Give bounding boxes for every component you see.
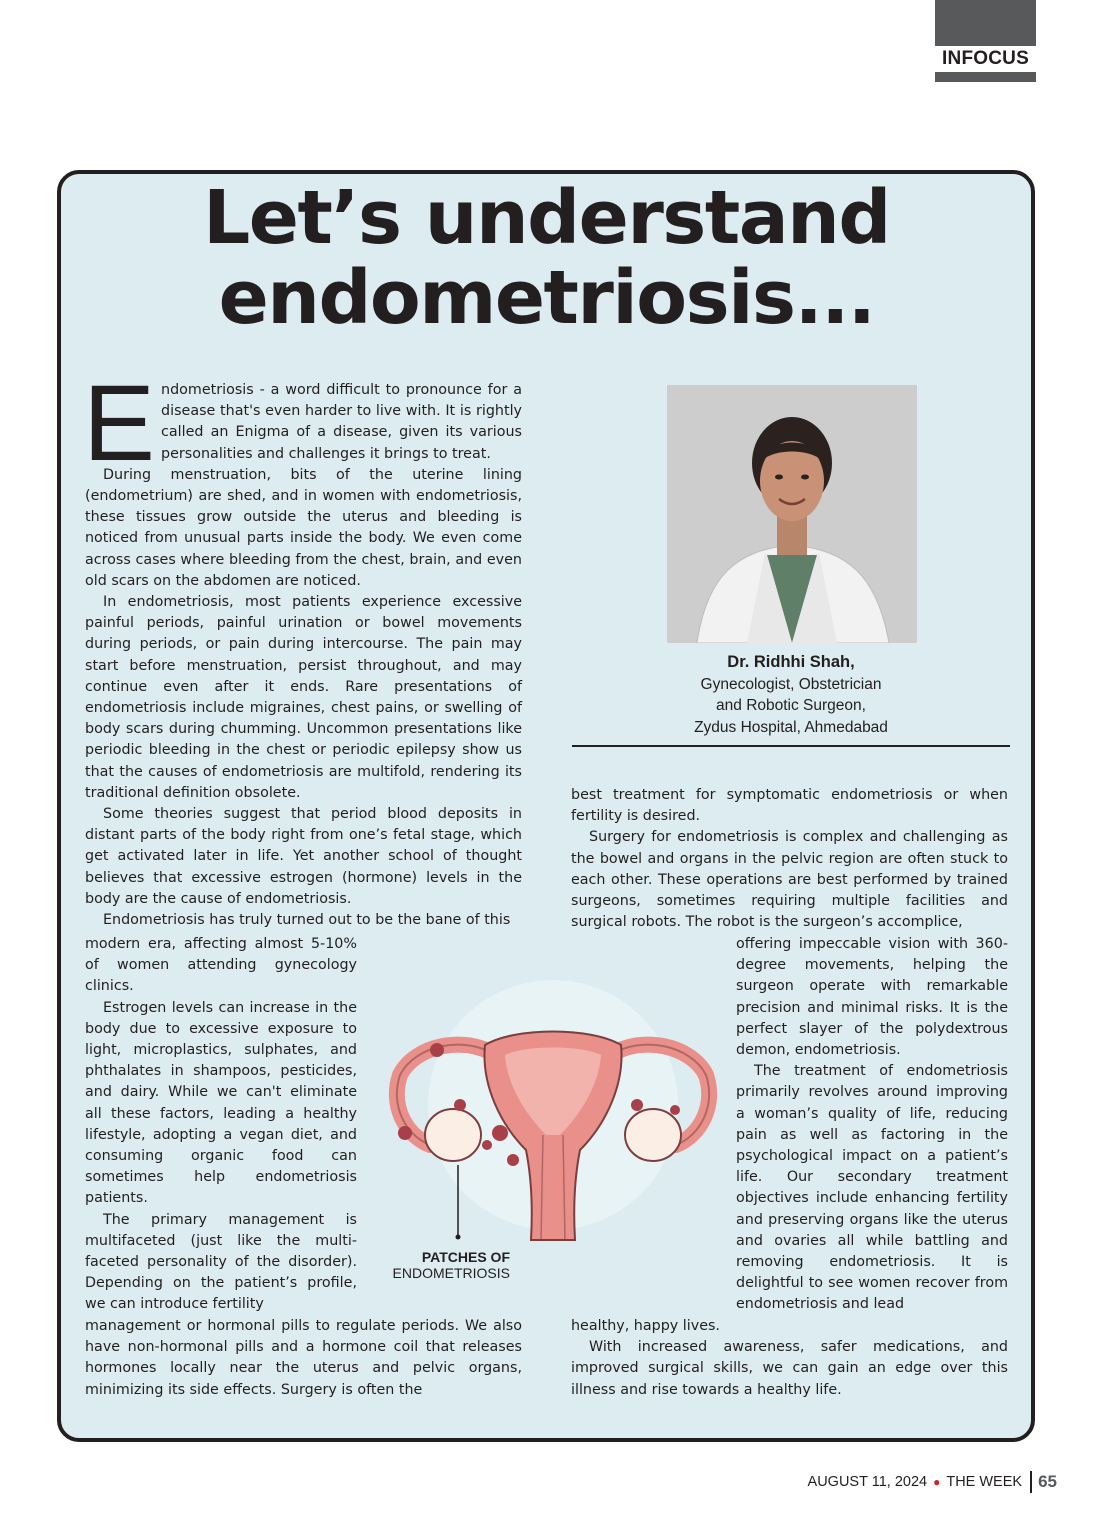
author-portrait-illustration (667, 385, 917, 643)
paragraph: modern era, affecting almost 5-10% of women attending gynecology clinics. (85, 936, 357, 995)
uterus-icon (375, 975, 735, 1275)
article-column-1 (83, 362, 522, 931)
footer-date: AUGUST 11, 2024 (807, 1474, 928, 1490)
headline-line-1: Let’s understand (203, 175, 890, 261)
footer-publication: THE WEEK (946, 1474, 1023, 1490)
section-tab-block (935, 0, 1036, 46)
article-column-2-bottom (571, 1316, 1008, 1401)
author-name: Dr. Ridhhi Shah, (727, 653, 855, 671)
article-column-1-bottom (85, 1316, 522, 1401)
author-role: and Robotic Surgeon, (716, 697, 866, 714)
paragraph: Some theories suggest that period blood deposits in distant parts of the body right from one’s fetal stage, which get activated later in life. Yet another school of thought believes that excessive estrogen (hormone) levels in the body are the cause of endometriosis. (85, 806, 522, 907)
page-footer (808, 1471, 1057, 1493)
headline-line-2: endometriosis... (218, 255, 875, 341)
illustration-label (380, 1249, 510, 1281)
paragraph: The primary management is multifaceted (just like the multi-faceted personality of the disorder). Depending on the patient’s profile, we can introduce fertility (85, 1211, 357, 1313)
section-tab (935, 0, 1036, 84)
section-label: INFOCUS (942, 48, 1029, 69)
uterus-illustration (375, 975, 735, 1275)
paragraph: Endometriosis has truly turned out to be the bane of this (103, 912, 511, 929)
author-hospital: Zydus Hospital, Ahmedabad (694, 718, 888, 736)
paragraph: management or hormonal pills to regulate periods. We also have non-hormonal pills and a hormone coil that releases hormones locally near the uterus and pelvic organs, minimizing its side effects. Surgery is often the (85, 1318, 522, 1398)
article-column-2 (571, 785, 1008, 933)
page-number: 65 (1038, 1472, 1057, 1491)
bullet-icon: ● (933, 1475, 941, 1489)
paragraph: In endometriosis, most patients experience excessive painful periods, painful urination or bowel movements during periods, or pain during intercourse. The pain may start before menstruation, persist throughout, and may continue even after it ends. Rare presentations of endometriosis include migraines, chest pains, or swelling of body scars during chumming. Uncommon presentations like periodic bleeding in the chest or periodic epilepsy show us that the causes of endometriosis are multifold, rendering its traditional definition obsolete. (85, 594, 522, 801)
caption-divider (572, 745, 1010, 747)
headline (0, 175, 1093, 341)
paragraph: The treatment of endometriosis primarily revolves around improving a woman’s quality of life, reducing pain as well as factoring in the psychological impact on a patient’s life. Our secondary treatment objectives include enhancing fertility and preserving organs like the uterus and ovaries all while battling and removing endometriosis. It is delightful to see women recover from endometriosis and lead (736, 1063, 1008, 1313)
paragraph: During menstruation, bits of the uterine lining (endometrium) are shed, and in women with endometriosis, these tissues grow outside the uterus and bleeding is noticed from unusual parts inside the body. We even come across cases where bleeding from the chest, brain, and even old scars on the abdomen are noticed. (85, 466, 522, 589)
paragraph: offering impeccable vision with 360-degree movements, helping the surgeon operate with remarkable precision and minimal risks. It is the perfect slayer of the polydextrous demon, endometriosis. (736, 936, 1008, 1059)
paragraph: With increased awareness, safer medications, and improved surgical skills, we can gain an edge over this illness and rise towards a healthy life. (571, 1339, 1008, 1398)
author-caption (573, 652, 1009, 738)
author-role: Gynecologist, Obstetrician (700, 675, 882, 693)
drop-cap: E (83, 362, 156, 483)
illustration-label-line-1: PATCHES OF (421, 1249, 510, 1265)
paragraph: best treatment for symptomatic endometriosis or when fertility is desired. (571, 787, 1008, 825)
illustration-label-line-2: ENDOMETRIOSIS (392, 1265, 510, 1281)
paragraph: healthy, happy lives. (571, 1318, 720, 1334)
article-column-2-narrow (736, 934, 1008, 1316)
author-photo (667, 385, 917, 643)
paragraph: Estrogen levels can increase in the body due to excessive exposure to light, microplastics, sulphates, and phthalates in shampoos, pesticides, and dairy. While we can't eliminate all these factors, leading a healthy lifestyle, adopting a vegan diet, and consuming organic food can sometimes help endometriosis patients. (85, 999, 357, 1207)
paragraph: Surgery for endometriosis is complex and challenging as the bowel and organs in the pelvic region are often stuck to each other. These operations are best performed by trained surgeons, sometimes requiring multiple facilities and surgical robots. The robot is the surgeon’s accomplice, (571, 829, 1008, 931)
paragraph-intro: Endometriosis - a word difficult to pronounce for a disease that's even harder to live with. It is rightly called an Enigma of a disease, given its various personalities and challenges it brings to treat. (83, 362, 522, 483)
article-column-1-narrow (85, 934, 357, 1316)
section-rule (935, 72, 1036, 82)
footer-divider (1030, 1471, 1032, 1493)
